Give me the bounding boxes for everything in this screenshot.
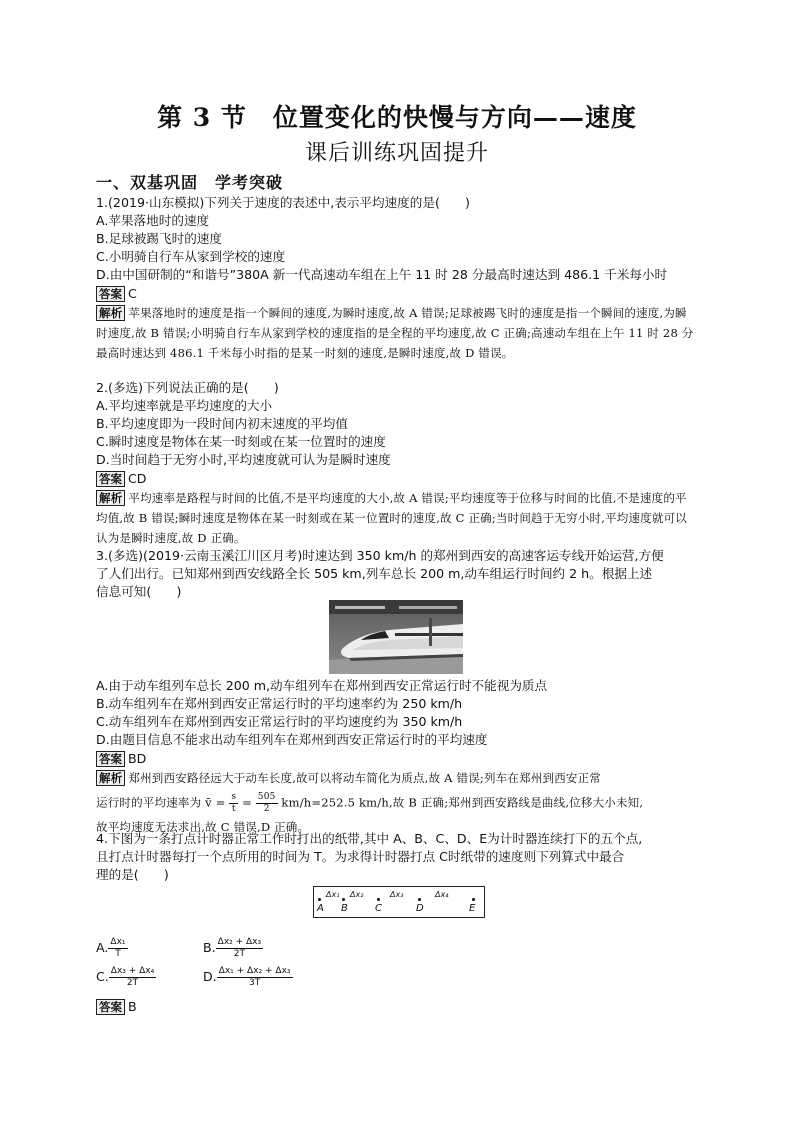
option-fraction [217,966,293,989]
fraction-s-over-t [229,792,238,815]
frac-numerator: 505 [257,792,276,802]
frac-numerator: Δx₁ + Δx₂ + Δx₃ [218,966,291,976]
q3-explanation-line2b: km/h=252.5 km/h,故 B 正确;郑州到西安路线是曲线,位移大小未知, [277,795,644,810]
page-title: 第 3 节 位置变化的快慢与方向——速度 [157,103,637,132]
point-a-label: A [317,903,324,914]
delta-x2-label: Δx₂ [350,890,364,899]
frac-denominator: T [115,949,121,959]
q1-option-c: C.小明骑自行车从家到学校的速度 [96,249,286,264]
frac-denominator: 3T [248,978,261,988]
option-label: B. [203,940,216,955]
explain-label: 解析 [96,770,125,786]
q3-answer [96,750,146,767]
option-label: C. [96,969,109,984]
answer-label: 答案 [96,471,125,487]
q3-stem-line1: 3.(多选)(2019·云南玉溪江川区月考)时速达到 350 km/h 的郑州到西安的高速客运专线开始运营,方便 [96,548,664,563]
q3-option-c: C.动车组列车在郑州到西安正常运行时的平均速度约为 350 km/h [96,714,463,729]
option-label: D. [203,969,217,984]
answer-label: 答案 [96,751,125,767]
answer-label: 答案 [96,999,125,1015]
q3-stem-line2: 了人们出行。已知郑州到西安线路全长 505 km,列车总长 200 m,动车组运行时间约 2 h。根据上述 [96,566,653,581]
delta-x3-label: Δx₃ [390,890,404,899]
option-fraction [109,966,156,989]
paper-tape-diagram [313,886,485,918]
dot-c [377,898,380,901]
answer-label: 答案 [96,286,125,302]
q2-stem: 2.(多选)下列说法正确的是( ) [96,380,279,395]
high-speed-train-image [329,600,463,674]
q4-option-d [203,966,293,989]
dot-d [418,898,421,901]
q1-answer [96,285,137,302]
q4-option-c [96,966,156,989]
q3-explanation-line2a: 运行时的平均速率为 v̄ = [96,795,230,810]
q3-option-a: A.由于动车组列车总长 200 m,动车组列车在郑州到西安正常运行时不能视为质点 [96,678,548,693]
delta-x4-label: Δx₄ [435,890,449,899]
q3-stem-line3: 信息可知( ) [96,584,182,599]
frac-denominator: t [231,804,236,814]
frac-denominator: 2T [233,949,245,959]
q2-option-c: C.瞬时速度是物体在某一时刻或在某一位置时的速度 [96,434,386,449]
q4-option-a [96,937,128,960]
frac-numerator: Δx₁ [110,937,126,947]
train-photo [329,600,463,674]
frac-numerator: s [231,792,237,802]
option-fraction [216,937,263,960]
q4-option-b [203,937,263,960]
explain-label: 解析 [96,305,125,321]
point-c-label: C [375,903,382,914]
q1-option-d: D.由中国研制的“和谐号”380A 新一代高速动车组在上午 11 时 28 分最高时速达到 486.1 千米每小时 [96,267,668,282]
option-fraction [108,937,127,960]
dot-b [342,898,345,901]
section-heading: 一、双基巩固 学考突破 [96,173,284,192]
q3-explanation-line3: 故平均速度无法求出,故 C 错误,D 正确。 [96,820,310,834]
q4-stem-line2: 且打点计时器每打一个点所用的时间为 T。为求得计时器打点 C时纸带的速度则下列算式中最合 [96,849,625,864]
q3-option-b: B.动车组列车在郑州到西安正常运行时的平均速率约为 250 km/h [96,696,463,711]
q2-answer [96,470,147,487]
q1-option-b: B.足球被踢飞时的速度 [96,231,222,246]
q2-option-d: D.当时间趋于无穷小时,平均速度就可认为是瞬时速度 [96,452,391,467]
dot-a [318,898,321,901]
q1-explanation [96,303,696,363]
q3-answer-value: BD [128,751,147,766]
delta-x1-label: Δx₁ [326,890,340,899]
point-b-label: B [341,903,348,914]
fraction-505-over-2 [256,792,278,815]
q4-stem-line1: 4.下图为一条打点计时器正常工作时打出的纸带,其中 A、B、C、D、E为计时器连续打下的五个点, [96,831,643,846]
q2-answer-value: CD [128,471,147,486]
q2-option-a: A.平均速率就是平均速度的大小 [96,398,273,413]
frac-denominator: 2T [126,978,139,988]
explain-label: 解析 [96,490,125,506]
dot-e [472,898,475,901]
q3-explanation-line1: 郑州到西安路径远大于动车长度,故可以将动车简化为质点,故 A 错误;列车在郑州到西安正常 [128,771,602,785]
q4-answer-value: B [128,999,137,1014]
q1-option-a: A.苹果落地时的速度 [96,213,210,228]
q3-explanation: 解析 郑州到西安路径远大于动车长度,故可以将动车简化为质点,故 A 错误;列车在郑州到西安正常 运行时的平均速率为 v̄ = $\frac{s}{t}$ = $\frac{505}{2}$ km/h=252.5 km/h,故 B 正确;郑州到西安路线是曲线,位移大小未知, 故平均速度无法求出,故 C 错误,D 正确。 [96,768,696,837]
q2-explanation [96,488,696,548]
point-d-label: D [416,903,424,914]
frac-numerator: Δx₂ + Δx₃ [217,937,262,947]
point-e-label: E [469,903,476,914]
option-label: A. [96,940,109,955]
q1-explanation-text: 苹果落地时的速度是指一个瞬间的速度,为瞬时速度,故 A 错误;足球被踢飞时的速度是指一个瞬间的速度,为瞬时速度,故 B 错误;小明骑自行车从家到学校的速度指的是全程的平均速度,故 C 正确;高速动车组在上午 11 时 28 分最高时速达到 486.1 千米每小时指的是某一时刻的速度,是瞬时速度,故 D 错误。 [96,306,694,360]
frac-numerator: Δx₃ + Δx₄ [110,966,155,976]
q3-option-d: D.由题目信息不能求出动车组列车在郑州到西安正常运行时的平均速度 [96,732,488,747]
page-subtitle: 课后训练巩固提升 [304,141,489,166]
q4-stem-line3: 理的是( ) [96,867,169,882]
frac-denominator: 2 [263,804,270,814]
q2-explanation-text: 平均速率是路程与时间的比值,不是平均速度的大小,故 A 错误;平均速度等于位移与时间的比值,不是速度的平均值,故 B 错误;瞬时速度是物体在某一时刻或在某一位置时的速度,故 C 正确;当时间趋于无穷小时,平均速度就可以认为是瞬时速度,故 D 正确。 [96,491,687,545]
q4-answer [96,998,137,1015]
q1-answer-value: C [128,286,137,301]
q1-stem: 1.(2019·山东模拟)下列关于速度的表述中,表示平均速度的是( ) [96,195,470,210]
q2-option-b: B.平均速度即为一段时间内初末速度的平均值 [96,416,348,431]
